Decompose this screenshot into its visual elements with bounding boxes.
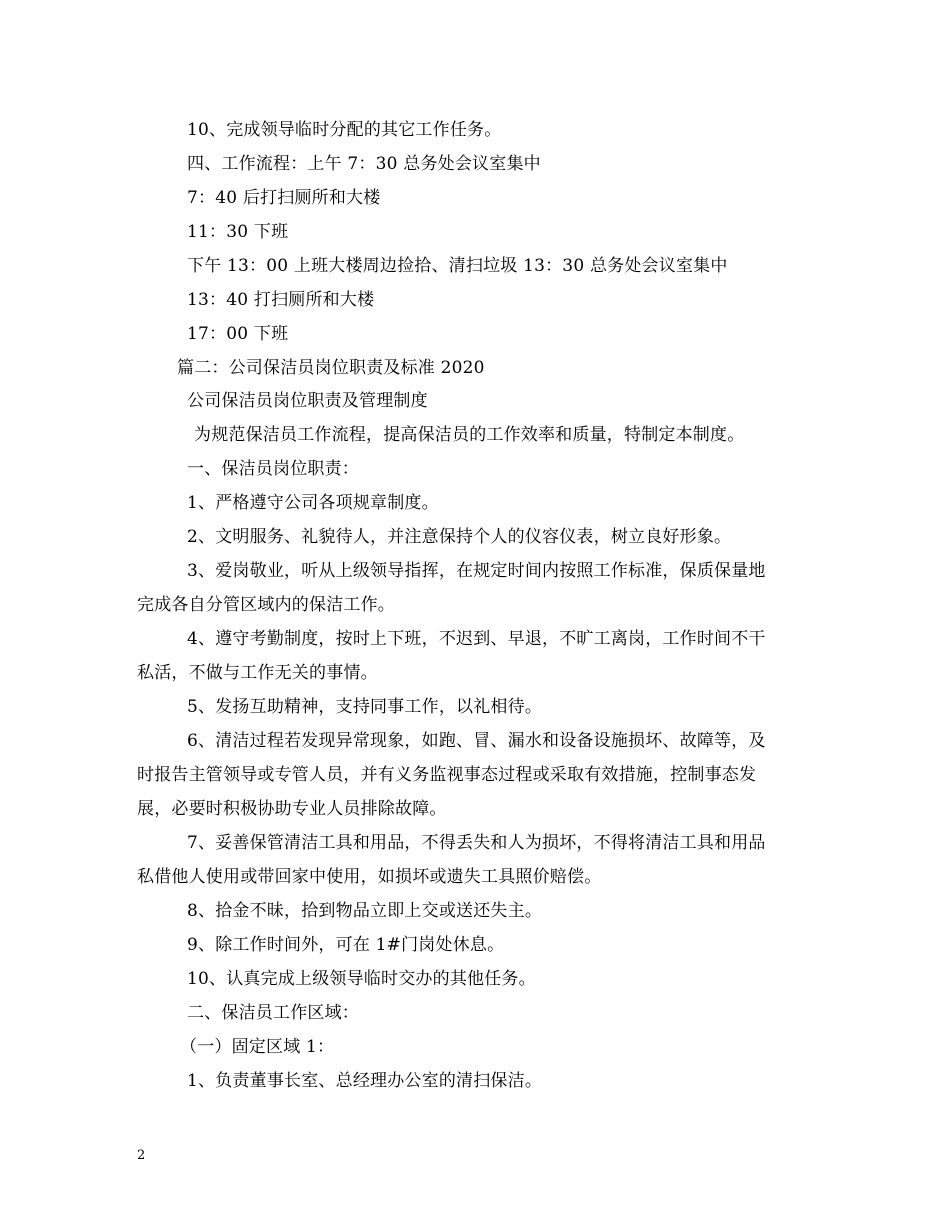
text-line: 10、完成领导临时分配的其它工作任务。 xyxy=(187,120,502,140)
page-number: 2 xyxy=(137,1148,146,1163)
text-line: 4、遵守考勤制度，按时上下班，不迟到、早退，不旷工离岗，工作时间不干 xyxy=(187,629,766,649)
text-line: 完成各自分管区域内的保洁工作。 xyxy=(137,595,395,615)
text-line: 9、除工作时间外，可在 1#门岗处休息。 xyxy=(187,935,505,955)
text-line: 展，必要时积极协助专业人员排除故障。 xyxy=(137,799,447,819)
text-line: 7、妥善保管清洁工具和用品，不得丢失和人为损坏，不得将清洁工具和用品 xyxy=(187,833,766,853)
document-title: 公司保洁员岗位职责及管理制度 xyxy=(187,391,428,411)
text-line: 3、爱岗敬业，听从上级领导指挥，在规定时间内按照工作标准，保质保量地 xyxy=(187,561,766,581)
text-line: 10、认真完成上级领导临时交办的其他任务。 xyxy=(187,969,536,989)
text-line: 1、严格遵守公司各项规章制度。 xyxy=(187,493,439,513)
text-line: 8、拾金不昧，拾到物品立即上交或送还失主。 xyxy=(187,901,543,921)
text-line: 7：40 后打扫厕所和大楼 xyxy=(187,188,381,208)
text-line: 四、工作流程：上午 7：30 总务处会议室集中 xyxy=(187,154,541,174)
text-line: 2、文明服务、礼貌待人，并注意保持个人的仪容仪表，树立良好形象。 xyxy=(187,527,732,547)
section-heading: 篇二：公司保洁员岗位职责及标准 2020 xyxy=(177,358,485,378)
text-line: 私借他人使用或带回家中使用，如损坏或遗失工具照价赔偿。 xyxy=(137,867,602,887)
text-line: 时报告主管领导或专管人员，并有义务监视事态过程或采取有效措施，控制事态发 xyxy=(137,765,757,785)
text-line: 13：40 打扫厕所和大楼 xyxy=(187,290,375,310)
text-line: 一、保洁员岗位职责： xyxy=(187,459,359,479)
text-line: 二、保洁员工作区域： xyxy=(187,1003,359,1023)
text-line: 下午 13：00 上班大楼周边捡拾、清扫垃圾 13：30 总务处会议室集中 xyxy=(187,256,728,276)
text-line: 5、发扬互助精神，支持同事工作，以礼相待。 xyxy=(187,697,543,717)
text-line: 6、清洁过程若发现异常现象，如跑、冒、漏水和设备设施损坏、故障等，及 xyxy=(187,731,766,751)
text-line: （一）固定区域 1： xyxy=(180,1037,335,1057)
text-line: 17：00 下班 xyxy=(187,324,289,344)
text-line: 1、负责董事长室、总经理办公室的清扫保洁。 xyxy=(187,1071,543,1091)
text-line: 11：30 下班 xyxy=(187,222,289,242)
text-line: 私活，不做与工作无关的事情。 xyxy=(137,663,378,683)
text-line: 为规范保洁员工作流程，提高保洁员的工作效率和质量，特制定本制度。 xyxy=(194,425,745,445)
